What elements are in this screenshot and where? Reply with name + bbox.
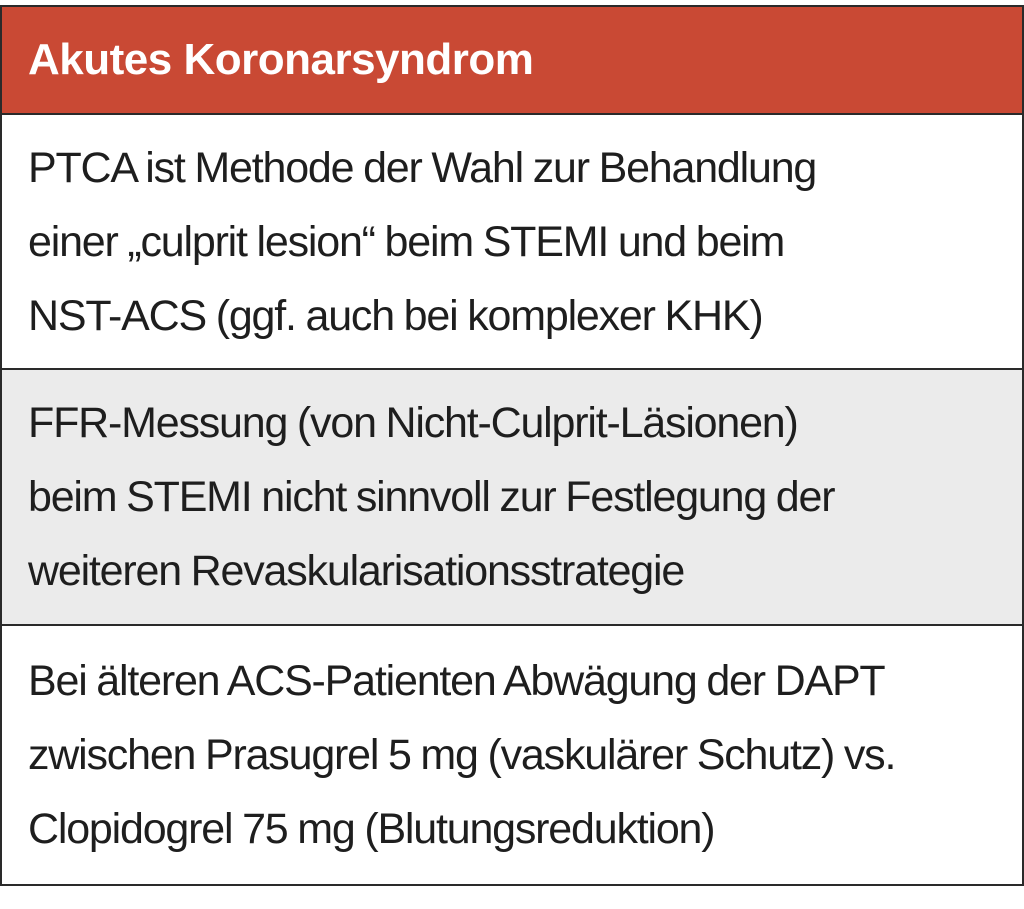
row-line: NST-ACS (ggf. auch bei komplexer KHK) xyxy=(28,291,763,340)
table-row xyxy=(2,626,1022,884)
row-text xyxy=(28,644,895,866)
table-row xyxy=(2,115,1022,370)
row-line: PTCA ist Methode der Wahl zur Behandlung xyxy=(28,143,817,192)
row-text xyxy=(28,386,834,608)
table-row xyxy=(2,370,1022,626)
row-line: Clopidogrel 75 mg (Blutungsreduktion) xyxy=(28,805,715,853)
row-line: beim STEMI nicht sinnvoll zur Festlegung der xyxy=(28,473,835,521)
info-box xyxy=(0,5,1024,886)
row-line: zwischen Prasugrel 5 mg (vaskulärer Schutz) vs. xyxy=(28,731,896,779)
row-line: weiteren Revaskularisationsstrategie xyxy=(28,547,685,595)
row-line: FFR-Messung (von Nicht-Culprit-Läsionen) xyxy=(28,399,798,447)
row-line: einer „culprit lesion“ beim STEMI und beim xyxy=(28,217,785,266)
box-header xyxy=(2,7,1022,115)
row-line: Bei älteren ACS-Patienten Abwägung der DAPT xyxy=(28,657,885,705)
row-text xyxy=(28,131,816,353)
box-title: Akutes Koronarsyndrom xyxy=(28,35,534,84)
